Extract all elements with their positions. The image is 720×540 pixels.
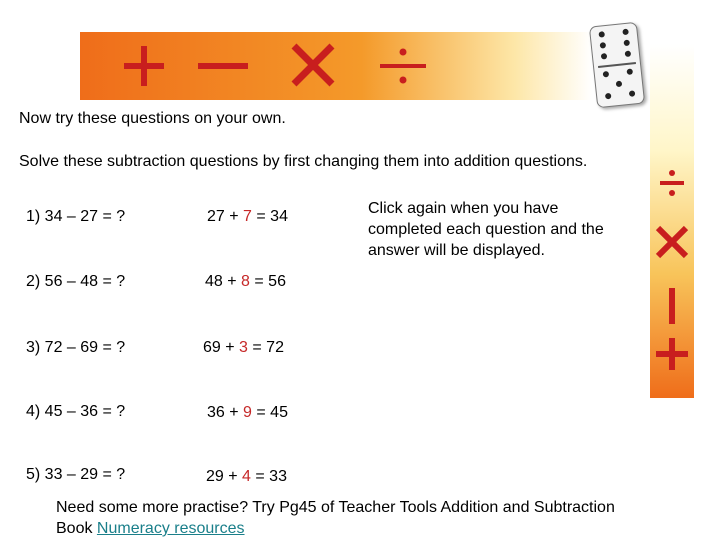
divide-icon xyxy=(378,44,428,88)
question-2: 2) 56 – 48 = ? xyxy=(26,273,126,290)
question-4: 4) 45 – 36 = ? xyxy=(26,403,126,420)
answer-suffix: = 56 xyxy=(249,273,286,290)
answer-number: 3 xyxy=(239,339,248,356)
divide-icon xyxy=(658,168,686,198)
numeracy-resources-link[interactable]: Numeracy resources xyxy=(96,520,245,537)
question-1: 1) 34 – 27 = ? xyxy=(26,208,126,225)
plus-icon xyxy=(654,336,690,372)
plus-icon xyxy=(122,44,166,88)
footer-text: Need some more practise? Try Pg45 of Teacher Tools Addition and Subtraction Book xyxy=(56,499,615,537)
answer-number: 7 xyxy=(243,208,252,225)
click-note: Click again when you have completed each question and the answer will be displayed. xyxy=(368,200,604,259)
answer-prefix: 29 + xyxy=(206,468,243,485)
answer-number: 8 xyxy=(241,273,250,290)
minus-icon xyxy=(196,44,250,88)
domino-image xyxy=(589,22,645,109)
answer-4[interactable] xyxy=(207,402,288,423)
answer-number: 4 xyxy=(242,468,251,485)
answer-5[interactable] xyxy=(206,466,287,487)
answer-prefix: 48 + xyxy=(205,273,242,290)
question-3: 3) 72 – 69 = ? xyxy=(26,339,126,356)
answer-3[interactable] xyxy=(203,337,284,358)
footer-note xyxy=(56,497,616,539)
answer-prefix: 36 + xyxy=(207,404,244,421)
times-icon xyxy=(654,224,690,260)
question-5: 5) 33 – 29 = ? xyxy=(26,466,126,483)
answer-number: 9 xyxy=(243,404,252,421)
answer-1[interactable] xyxy=(207,206,288,227)
answer-suffix: = 72 xyxy=(247,339,284,356)
instructions-text: Solve these subtraction questions by first changing them into addition questions. xyxy=(19,153,588,170)
answer-prefix: 69 + xyxy=(203,339,240,356)
answer-2[interactable] xyxy=(205,271,286,292)
answer-suffix: = 45 xyxy=(251,404,288,421)
answer-suffix: = 33 xyxy=(250,468,287,485)
minus-icon xyxy=(664,286,680,326)
times-icon xyxy=(288,40,338,90)
answer-suffix: = 34 xyxy=(251,208,288,225)
answer-prefix: 27 + xyxy=(207,208,244,225)
intro-text: Now try these questions on your own. xyxy=(19,110,286,127)
